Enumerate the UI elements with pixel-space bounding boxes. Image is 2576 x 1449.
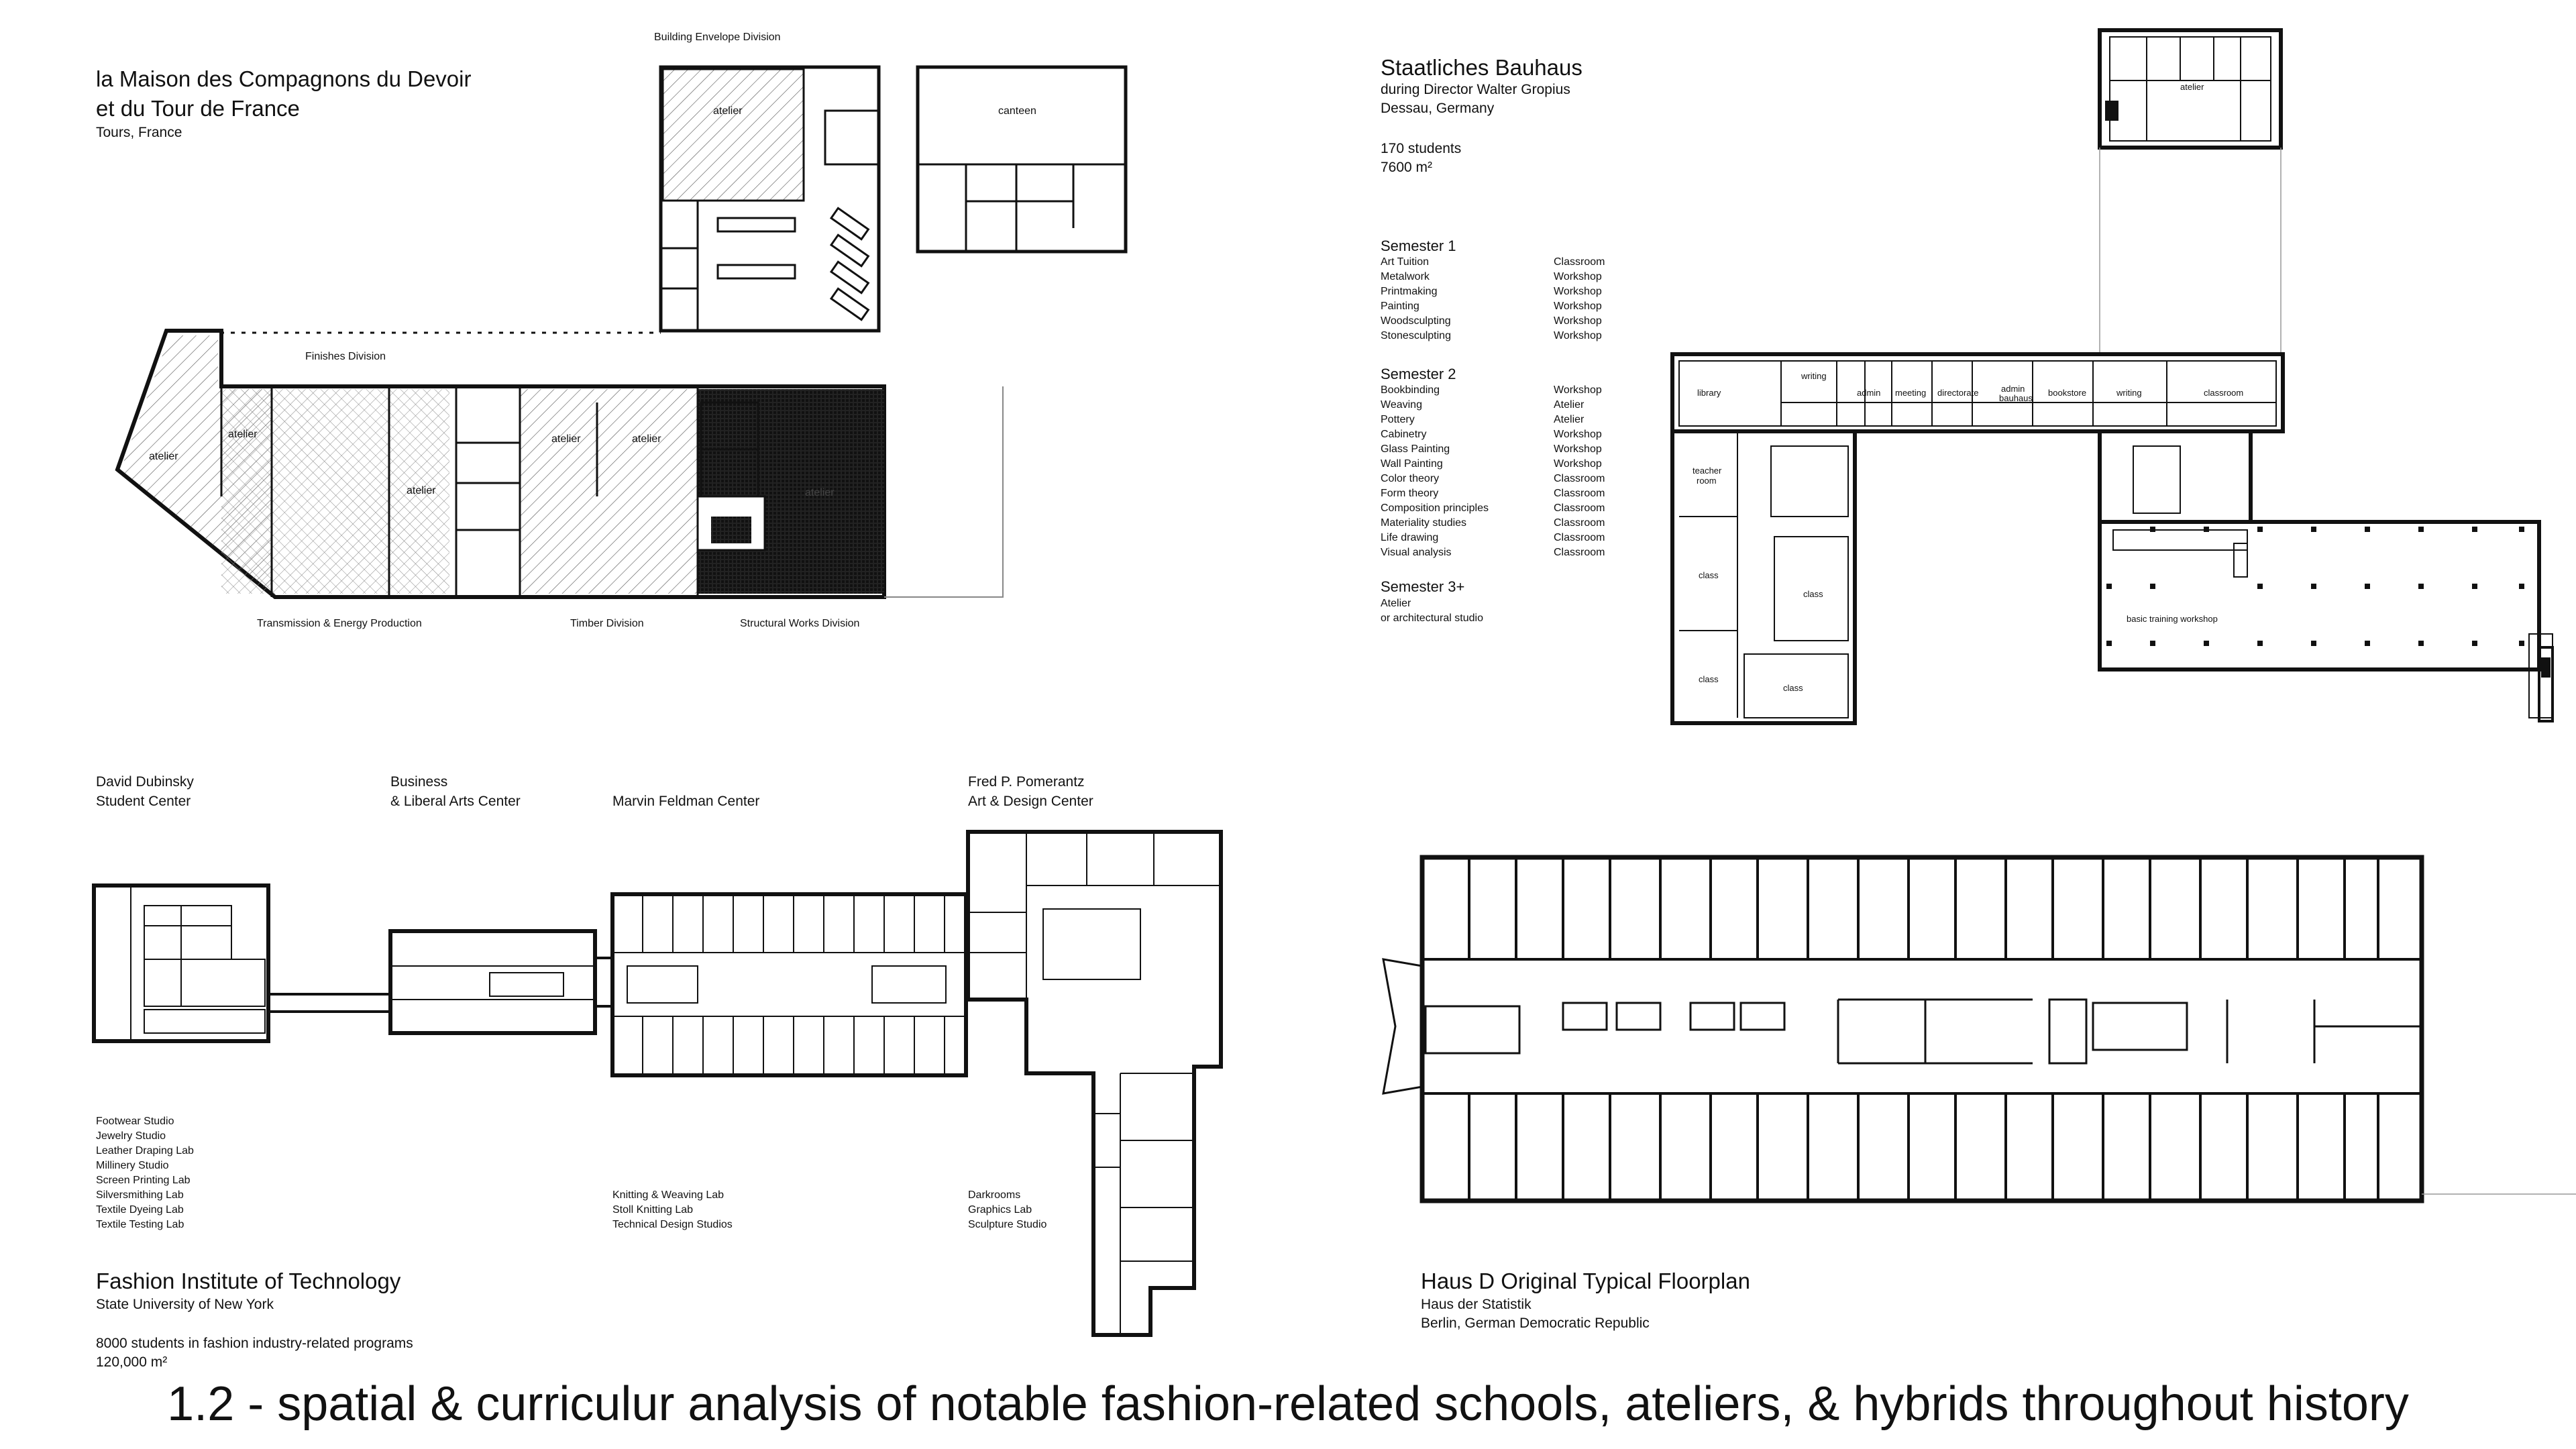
fit-dubinsky-lab-item: Millinery Studio [96,1160,169,1171]
fit-dubinsky-lab-item: Leather Draping Lab [96,1145,194,1157]
bauhaus-area: 7600 m² [1381,160,1433,175]
label-timber: Timber Division [570,618,644,629]
label-building-envelope: Building Envelope Division [654,32,781,43]
bauhaus-students: 170 students [1381,141,1462,156]
bauhaus-title: Staatliches Bauhaus [1381,55,1582,80]
semester-1-room-type: Workshop [1554,330,1602,341]
semester-1-heading: Semester 1 [1381,237,1456,254]
fit-dubinsky-2: Student Center [96,794,191,809]
semester-1-room-type: Workshop [1554,301,1602,312]
hausd-title: Haus D Original Typical Floorplan [1421,1269,1750,1293]
semester-1-course: Metalwork [1381,271,1430,282]
fit-feldman-lab-item: Knitting & Weaving Lab [612,1189,724,1201]
semester-2-course: Form theory [1381,488,1439,499]
semester-2-room-type: Classroom [1554,473,1605,484]
semester-2-course: Life drawing [1381,532,1439,543]
bauhaus-room-library: library [1697,388,1721,398]
bauhaus-room-admin-bauhaus-1: admin [2001,384,2025,394]
fit-dubinsky-lab-item: Textile Testing Lab [96,1219,184,1230]
fit-students: 8000 students in fashion industry-related programs [96,1336,413,1351]
maison-location: Tours, France [96,125,182,140]
semester-2-course: Visual analysis [1381,547,1452,558]
semester-2-room-type: Classroom [1554,488,1605,499]
label-finishes-division: Finishes Division [305,351,386,362]
semester-3-line1: Atelier [1381,598,1411,609]
fit-feldman: Marvin Feldman Center [612,794,760,809]
semester-2-course: Weaving [1381,399,1422,411]
semester-1-room-type: Workshop [1554,271,1602,282]
maison-title-line2: et du Tour de France [96,96,300,121]
semester-2-course: Pottery [1381,414,1415,425]
semester-2-room-type: Atelier [1554,414,1585,425]
bauhaus-subtitle-2: Dessau, Germany [1381,101,1495,116]
fit-pomerantz-2: Art & Design Center [968,794,1093,809]
bauhaus-room-class-c: class [1699,674,1719,684]
semester-3-heading: Semester 3+ [1381,578,1465,595]
bauhaus-room-writing-1: writing [1801,371,1827,381]
fit-area: 120,000 m² [96,1354,168,1370]
fit-dubinsky-lab-item: Screen Printing Lab [96,1175,191,1186]
label-atelier-5: atelier [632,433,661,445]
label-atelier-3: atelier [407,485,436,496]
label-atelier-4: atelier [551,433,581,445]
hausd-subtitle-1: Haus der Statistik [1421,1297,1532,1312]
semester-1-course: Painting [1381,301,1419,312]
fit-business-2: & Liberal Arts Center [390,794,521,809]
bauhaus-room-class-a: class [1699,570,1719,580]
fit-pomerantz-lab-item: Sculpture Studio [968,1219,1047,1230]
semester-2-room-type: Atelier [1554,399,1585,411]
label-atelier-2: atelier [228,429,258,440]
semester-2-room-type: Workshop [1554,458,1602,470]
fit-pomerantz-lab-item: Darkrooms [968,1189,1021,1201]
bauhaus-room-admin-bauhaus-2: bauhaus [1999,393,2033,403]
semester-2-room-type: Workshop [1554,429,1602,440]
semester-1-course: Printmaking [1381,286,1438,297]
semester-1-room-type: Classroom [1554,256,1605,268]
label-canteen: canteen [998,105,1036,117]
semester-1-room-type: Workshop [1554,286,1602,297]
fit-pomerantz-lab-item: Graphics Lab [968,1204,1032,1216]
fit-dubinsky-lab-item: Textile Dyeing Lab [96,1204,184,1216]
hausd-subtitle-2: Berlin, German Democratic Republic [1421,1316,1650,1331]
semester-2-course: Composition principles [1381,502,1489,514]
semester-2-heading: Semester 2 [1381,366,1456,382]
label-transmission: Transmission & Energy Production [257,618,422,629]
fit-business-1: Business [390,774,448,790]
bauhaus-room-atelier: atelier [2180,82,2204,92]
semester-1-course: Art Tuition [1381,256,1430,268]
label-atelier-6: atelier [805,487,835,498]
fit-dubinsky-lab-item: Silversmithing Lab [96,1189,184,1201]
semester-2-room-type: Workshop [1554,384,1602,396]
bauhaus-subtitle-1: during Director Walter Gropius [1381,82,1570,97]
fit-feldman-lab-item: Technical Design Studios [612,1219,733,1230]
fit-feldman-lab-item: Stoll Knitting Lab [612,1204,694,1216]
semester-1-room-type: Workshop [1554,315,1602,327]
label-structural: Structural Works Division [740,618,860,629]
figure-caption: 1.2 - spatial & curriculur analysis of notable fashion-related schools, ateliers, & hybrids throughout history [167,1377,2409,1431]
semester-2-room-type: Classroom [1554,547,1605,558]
maison-title-line1: la Maison des Compagnons du Devoir [96,66,472,91]
bauhaus-room-class-b: class [1803,589,1823,599]
bauhaus-room-writing-2: writing [2116,388,2142,398]
semester-2-course: Color theory [1381,473,1440,484]
semester-1-course: Stonesculpting [1381,330,1451,341]
fit-dubinsky-lab-item: Jewelry Studio [96,1130,166,1142]
semester-2-room-type: Classroom [1554,532,1605,543]
fit-title: Fashion Institute of Technology [96,1269,401,1293]
semester-2-course: Wall Painting [1381,458,1443,470]
fit-pomerantz-1: Fred P. Pomerantz [968,774,1085,790]
bauhaus-room-basic-training: basic training workshop [2127,614,2218,624]
semester-2-course: Bookbinding [1381,384,1440,396]
semester-2-room-type: Classroom [1554,517,1605,529]
semester-2-course: Cabinetry [1381,429,1427,440]
semester-2-room-type: Workshop [1554,443,1602,455]
bauhaus-room-meeting: meeting [1895,388,1927,398]
bauhaus-room-teacher-2: room [1697,476,1717,486]
bauhaus-room-class-d: class [1783,683,1803,693]
bauhaus-room-teacher-1: teacher [1693,466,1722,476]
bauhaus-room-admin: admin [1857,388,1881,398]
label-atelier-1: atelier [149,451,178,462]
bauhaus-room-directorate: directorate [1937,388,1979,398]
fit-dubinsky-lab-item: Footwear Studio [96,1116,174,1127]
fit-subtitle: State University of New York [96,1297,274,1312]
bauhaus-room-classroom: classroom [2204,388,2244,398]
semester-2-course: Glass Painting [1381,443,1450,455]
fit-dubinsky-1: David Dubinsky [96,774,194,790]
semester-2-room-type: Classroom [1554,502,1605,514]
bauhaus-room-bookstore: bookstore [2048,388,2087,398]
semester-2-course: Materiality studies [1381,517,1467,529]
semester-3-line2: or architectural studio [1381,612,1483,624]
semester-1-course: Woodsculpting [1381,315,1451,327]
label-atelier-envelope: atelier [713,105,743,117]
